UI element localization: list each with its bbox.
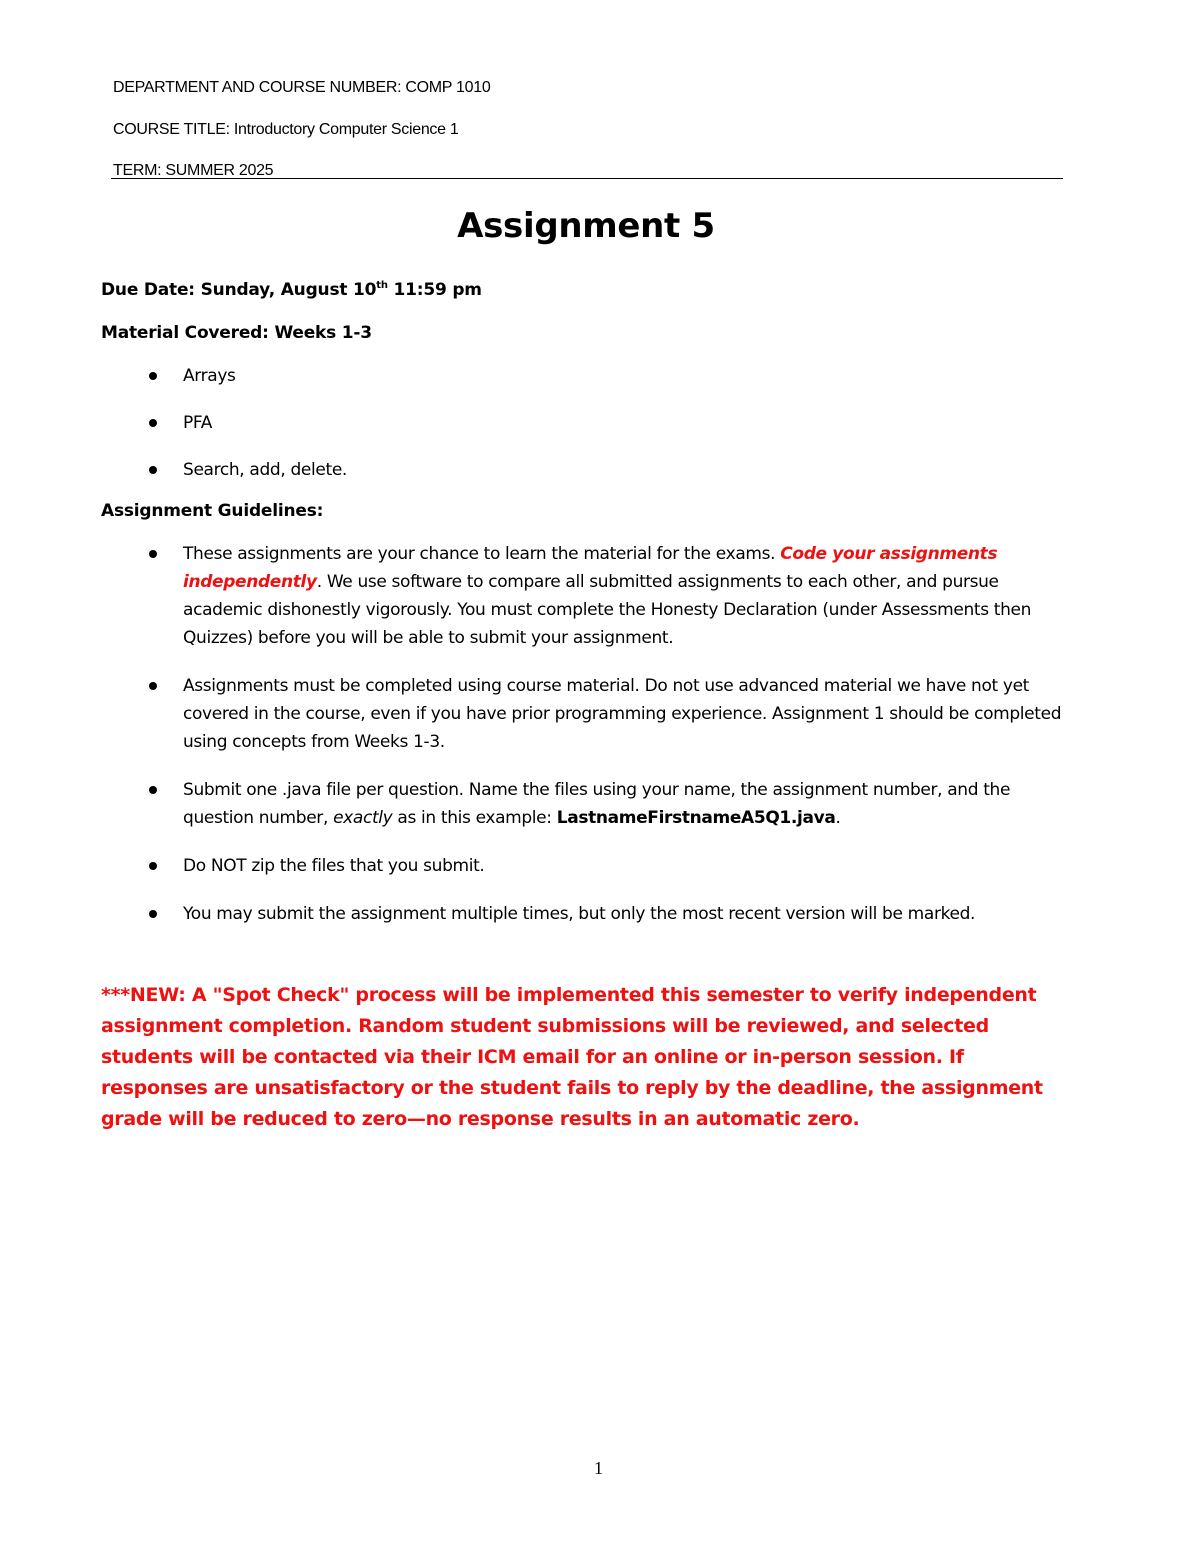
- list-item: [101, 362, 1076, 390]
- bullet-icon: [149, 550, 157, 558]
- example-filename: LastnameFirstnameA5Q1.java: [556, 808, 836, 828]
- topics-list: [101, 362, 1076, 484]
- guideline-text: Do NOT zip the files that you submit.: [183, 856, 485, 876]
- list-item: [101, 540, 1076, 652]
- guideline-emphasis: Code your assignments independently: [183, 544, 998, 592]
- list-item: [101, 409, 1076, 437]
- guideline-text: . We use software to compare all submitted assignments to each other, and pursue academic dishonestly vigorously. You must complete the Honesty Declaration (under Assessments then Quizzes) before you will be able to submit your assignment.: [183, 572, 1032, 648]
- guideline-italic: exactly: [333, 808, 393, 828]
- bullet-icon: [149, 419, 157, 427]
- due-date-suffix: 11:59 pm: [387, 280, 482, 300]
- bullet-icon: [149, 786, 157, 794]
- due-date-superscript: th: [376, 280, 388, 291]
- guidelines-list: [101, 540, 1076, 928]
- list-item: [101, 776, 1076, 832]
- topic-text: Search, add, delete.: [183, 460, 347, 480]
- guidelines-heading: Assignment Guidelines:: [101, 501, 324, 521]
- document-body: [101, 276, 1076, 1135]
- due-date: [101, 276, 1076, 304]
- guideline-text: as in this example:: [392, 808, 557, 828]
- page-number: 1: [594, 1458, 603, 1478]
- guideline-text: You may submit the assignment multiple times, but only the most recent version will be marked.: [183, 904, 976, 924]
- list-item: [101, 852, 1076, 880]
- page-title: Assignment 5: [457, 206, 715, 246]
- guideline-text: .: [835, 808, 841, 828]
- department-course-number: DEPARTMENT AND COURSE NUMBER: COMP 1010: [113, 79, 491, 96]
- guideline-text: Assignments must be completed using course material. Do not use advanced material we have not yet covered in the course, even if you have prior programming experience. Assignment 1 should be completed using concepts from Weeks 1-3.: [183, 676, 1062, 752]
- topic-text: PFA: [183, 413, 213, 433]
- topic-text: Arrays: [183, 366, 236, 386]
- bullet-icon: [149, 466, 157, 474]
- term: TERM: SUMMER 2025: [113, 162, 274, 179]
- list-item: [101, 900, 1076, 928]
- due-date-prefix: Due Date: Sunday, August 10: [101, 280, 377, 300]
- list-item: [101, 672, 1076, 756]
- header-divider: [111, 178, 1063, 179]
- guideline-text: Submit one .java file per question. Name the files using your name, the assignment number, and the question number,: [183, 780, 1011, 828]
- bullet-icon: [149, 910, 157, 918]
- course-title: COURSE TITLE: Introductory Computer Science 1: [113, 121, 459, 138]
- bullet-icon: [149, 862, 157, 870]
- list-item: [101, 456, 1076, 484]
- material-covered: Material Covered: Weeks 1-3: [101, 323, 372, 343]
- spot-check-notice: ***NEW: A "Spot Check" process will be implemented this semester to verify independent assignment completion. Random student submissions will be reviewed, and selected students will be contacted via their ICM email for an online or in-person session. If responses are unsatisfactory or the student fails to reply by the deadline, the assignment grade will be reduced to zero—no response results in an automatic zero.: [101, 984, 1043, 1130]
- bullet-icon: [149, 682, 157, 690]
- bullet-icon: [149, 372, 157, 380]
- guideline-text: These assignments are your chance to learn the material for the exams.: [183, 544, 781, 564]
